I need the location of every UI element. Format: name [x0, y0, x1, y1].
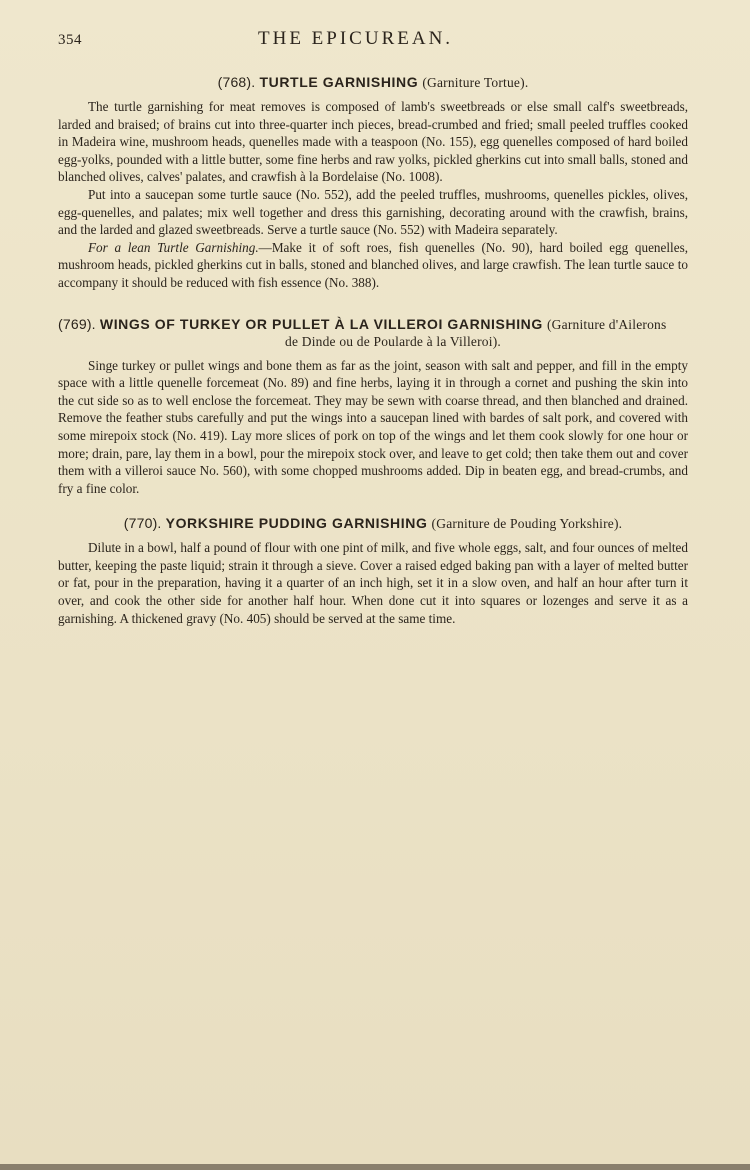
page-number: 354 [58, 32, 82, 48]
section-title: YORKSHIRE PUDDING GARNISHING [165, 515, 428, 532]
section-wings-villeroi [58, 316, 688, 498]
page-content [58, 74, 688, 645]
lean-variant-label: For a lean Turtle Garnishing. [88, 239, 259, 255]
section-number: (770). [123, 515, 162, 532]
paragraph: Dilute in a bowl, half a pound of flour with one pint of milk, and five whole eggs, salt, and four ounces of melted butter, keeping the paste liquid; strain it through a sieve. Cover a raised edged baking pan with a layer of melted butter or fat, pour in the preparation, having it a quarter of an inch high, set it in a slow oven, and half an hour after turn it over, and cook the other side for another half hour. When done cut it into squares or lozenges and serve it as a garnishing. A thickened gravy (No. 405) should be served at the same time. [58, 540, 688, 626]
paragraph: The turtle garnishing for meat removes is composed of lamb's sweetbreads or else small calf's sweetbreads, larded and braised; of brains cut into three-quarter inch pieces, bread-crumbed and fried; small peeled truffles cooked in Madeira wine, mushroom heads, quenelles made with a teaspoon (No. 155), egg quenelles composed of hard boiled egg-yolks, pounded with a little butter, some fine herbs and raw yolks, pickled gherkins cut into small balls, stoned and blanched olives, calves' palates, and crawfish à la Bordelaise (No. 1008). [58, 99, 688, 185]
section-heading [58, 74, 688, 91]
running-title: THE EPICUREAN. [258, 28, 454, 49]
section-title: WINGS OF TURKEY OR PULLET À LA VILLEROI GARNISHING [99, 315, 543, 332]
page-header [58, 28, 686, 52]
lean-variant-paragraph [58, 239, 688, 292]
section-number: (768). [217, 74, 256, 90]
section-heading [58, 316, 688, 350]
section-number: (769). [58, 315, 96, 332]
section-heading [58, 515, 688, 532]
section-subtitle-continued: de Dinde ou de Poularde à la Villeroi). [285, 333, 501, 349]
section-subtitle: (Garniture d'Ailerons [546, 316, 667, 332]
section-subtitle: (Garniture Tortue). [422, 75, 529, 90]
lean-variant-text: —Make it of soft roes, fish quenelles (No. 90), hard boiled egg quenelles, mushroom heads, pickled gherkins cut in balls, stoned and blanched olives, and large crawfish. The lean turtle sauce to accompany it should be reduced with fish essence (No. 388). [58, 239, 688, 290]
section-subtitle: (Garniture de Pouding Yorkshire). [431, 516, 623, 532]
section-turtle-garnishing [58, 74, 688, 292]
section-yorkshire-pudding [58, 515, 688, 627]
section-title: TURTLE GARNISHING [259, 74, 419, 90]
paragraph: Put into a saucepan some turtle sauce (No. 552), add the peeled truffles, mushrooms, quenelles pickles, olives, egg-quenelles, and palates; mix well together and dress this garnishing, decorating around with the crawfish, brains, and the larded and glazed sweetbreads. Serve a turtle sauce (No. 552) with Madeira separately. [58, 186, 688, 238]
paragraph: Singe turkey or pullet wings and bone them as far as the joint, season with salt and pepper, and fill in the empty space with a little quenelle forcemeat (No. 89) and fine herbs, laying it in through a cornet and pushing the skin into the cut side so as to well enclose the forcemeat. They may be sewn with coarse thread, and then blanched and drained. Remove the feather stubs carefully and put the wings into a saucepan lined with bardes of salt pork, and covered with some mirepoix stock (No. 419). Lay more slices of pork on top of the wings and let them cook slowly for one hour or more; drain, pare, lay them in a bowl, pour the mirepoix stock over, and leave to get cold; then take them out and cover them with a villeroi sauce No. 560), with some chopped mushrooms added. Dip in beaten egg, and bread-crumbs, and fry a fine color. [58, 357, 688, 496]
